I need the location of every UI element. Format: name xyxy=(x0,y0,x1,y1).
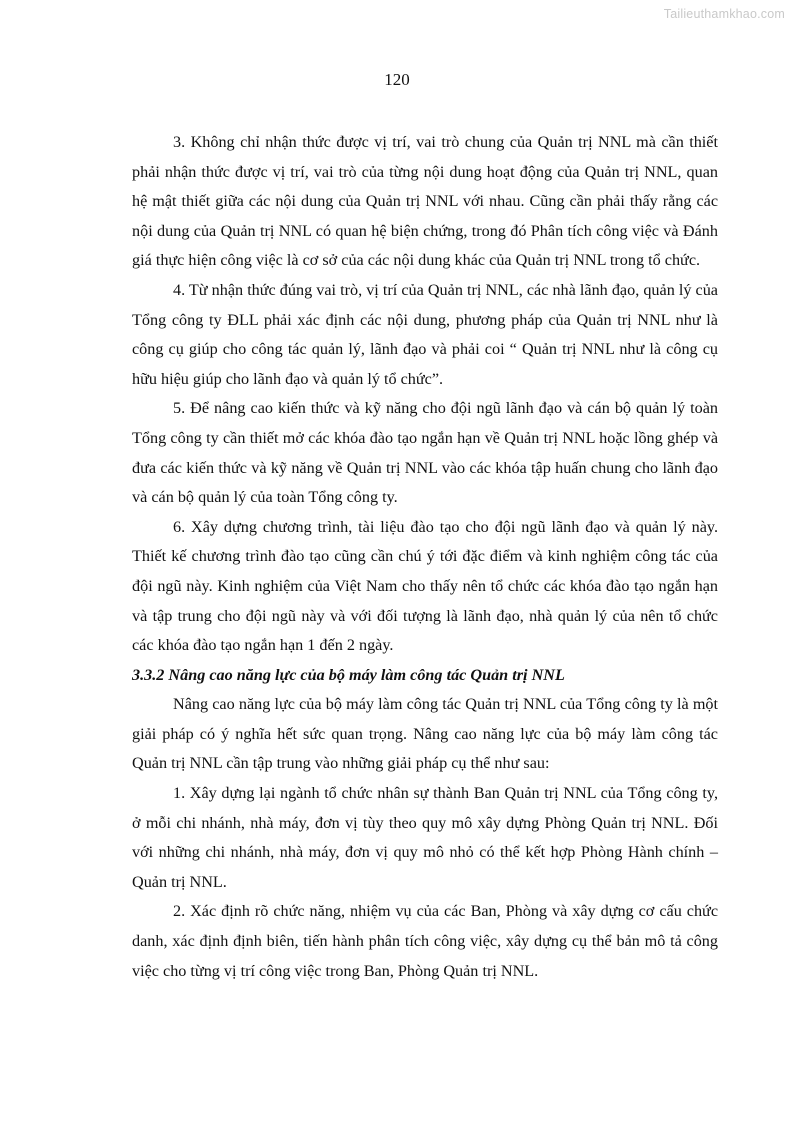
paragraph-item-5: 5. Để nâng cao kiến thức và kỹ năng cho đội ngũ lãnh đạo và cán bộ quản lý toàn Tổng công ty cần thiết mở các khóa đào tạo ngắn hạn về Quản trị NNL hoặc lồng ghép và đưa các kiến thức và kỹ năng về Quản trị NNL vào các khóa tập huấn chung cho lãnh đạo và cán bộ quản lý của toàn Tổng công ty. xyxy=(132,399,718,507)
section-intro-paragraph: Nâng cao năng lực của bộ máy làm công tác Quản trị NNL của Tổng công ty là một giải pháp có ý nghĩa hết sức quan trọng. Nâng cao năng lực của bộ máy làm công tác Quản trị NNL cần tập trung vào những giải pháp cụ thể như sau: xyxy=(132,695,718,773)
paragraph-item-6: 6. Xây dựng chương trình, tài liệu đào tạo cho đội ngũ lãnh đạo và quản lý này. Thiết kế chương trình đào tạo cũng cần chú ý tới đặc điểm và kinh nghiệm công tác của đội ngũ này. Kinh nghiệm của Việt Nam cho thấy nên tổ chức các khóa đào tạo ngắn hạn và tập trung cho đội ngũ này và với đối tượng là lãnh đạo, nhà quản lý của nên tổ chức các khóa đào tạo ngắn hạn 1 đến 2 ngày. xyxy=(132,517,718,655)
paragraph-item-4: 4. Từ nhận thức đúng vai trò, vị trí của Quản trị NNL, các nhà lãnh đạo, quản lý của Tổng công ty ĐLL phải xác định các nội dung, phương pháp của Quản trị NNL như là công cụ giúp cho công tác quản lý, lãnh đạo và phải coi “ Quản trị NNL như là công cụ hữu hiệu giúp cho lãnh đạo và quản lý tổ chức”. xyxy=(132,280,718,388)
section-heading: 3.3.2 Nâng cao năng lực của bộ máy làm công tác Quản trị NNL xyxy=(132,665,565,684)
page-number: 120 xyxy=(384,70,410,89)
paragraph-item-3: 3. Không chỉ nhận thức được vị trí, vai trò chung của Quản trị NNL mà cần thiết phải nhận thức được vị trí, vai trò của từng nội dung hoạt động của Quản trị NNL, quan hệ mật thiết giữa các nội dung của Quản trị NNL với nhau. Cũng cần phải thấy rằng các nội dung của Quản trị NNL có quan hệ biện chứng, trong đó Phân tích công việc và Đánh giá thực hiện công việc là cơ sở của các nội dung khác của Quản trị NNL trong tổ chức. xyxy=(132,133,718,270)
paragraph-solution-2: 2. Xác định rõ chức năng, nhiệm vụ của các Ban, Phòng và xây dựng cơ cấu chức danh, xác định định biên, tiến hành phân tích công việc, xây dựng cụ thể bản mô tả công việc cho từng vị trí công việc trong Ban, Phòng Quản trị NNL. xyxy=(132,902,718,980)
watermark-text: Tailieuthamkhao.com xyxy=(663,7,785,21)
paragraph-solution-1: 1. Xây dựng lại ngành tổ chức nhân sự thành Ban Quản trị NNL của Tổng công ty, ở mỗi chi nhánh, nhà máy, đơn vị tùy theo quy mô xây dựng Phòng Quản trị NNL. Đối với những chi nhánh, nhà máy, đơn vị quy mô nhỏ có thể kết hợp Phòng Hành chính – Quản trị NNL. xyxy=(132,784,718,891)
document-body xyxy=(132,128,718,986)
